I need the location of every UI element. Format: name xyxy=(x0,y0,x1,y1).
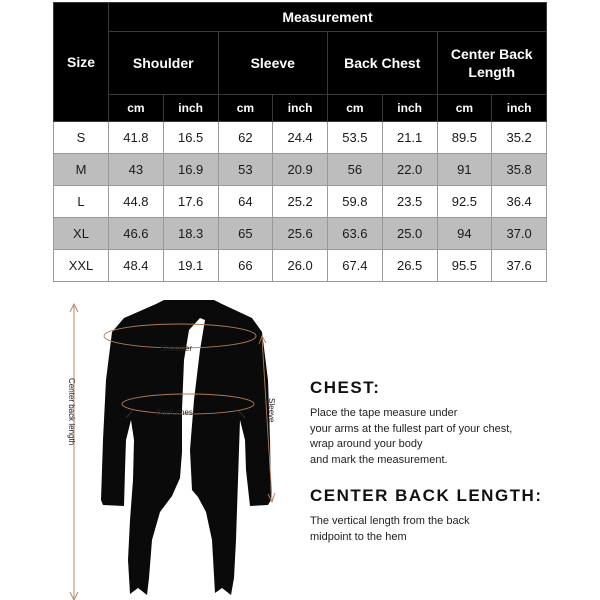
table-row xyxy=(54,154,547,186)
value-cell: 44.8 xyxy=(109,186,164,218)
unit-header: cm xyxy=(328,95,383,122)
value-cell: 95.5 xyxy=(437,250,492,282)
value-cell: 63.6 xyxy=(328,218,383,250)
value-cell: 18.3 xyxy=(163,218,218,250)
value-cell: 24.4 xyxy=(273,122,328,154)
table-row xyxy=(54,122,547,154)
chest-heading: CHEST: xyxy=(310,378,381,397)
value-cell: 37.6 xyxy=(492,250,547,282)
size-header: Size xyxy=(54,3,109,122)
unit-header: cm xyxy=(218,95,273,122)
value-cell: 92.5 xyxy=(437,186,492,218)
value-cell: 64 xyxy=(218,186,273,218)
value-cell: 89.5 xyxy=(437,122,492,154)
size-cell: XL xyxy=(54,218,109,250)
value-cell: 91 xyxy=(437,154,492,186)
value-cell: 65 xyxy=(218,218,273,250)
chest-line: your arms at the fullest part of your chest, xyxy=(310,422,513,435)
value-cell: 25.2 xyxy=(273,186,328,218)
chest-line: Place the tape measure under xyxy=(310,407,458,419)
back-chest-label: Back chest xyxy=(156,408,196,417)
shoulder-label: Shoulder xyxy=(160,344,193,353)
size-cell: M xyxy=(54,154,109,186)
value-cell: 59.8 xyxy=(328,186,383,218)
value-cell: 25.0 xyxy=(382,218,437,250)
measurement-header: Measurement xyxy=(109,3,547,32)
unit-header: cm xyxy=(437,95,492,122)
unit-header: inch xyxy=(163,95,218,122)
chest-instructions xyxy=(310,406,512,468)
unit-header: inch xyxy=(492,95,547,122)
value-cell: 26.0 xyxy=(273,250,328,282)
value-cell: 43 xyxy=(109,154,164,186)
unit-header: inch xyxy=(273,95,328,122)
value-cell: 20.9 xyxy=(273,154,328,186)
chest-line: and mark the measurement. xyxy=(310,453,448,466)
sleeve-label: Sleeve xyxy=(267,398,276,423)
value-cell: 53 xyxy=(218,154,273,186)
value-cell: 25.6 xyxy=(273,218,328,250)
value-cell: 17.6 xyxy=(163,186,218,218)
group-header-back-chest: Back Chest xyxy=(328,32,438,95)
size-cell: L xyxy=(54,186,109,218)
value-cell: 23.5 xyxy=(382,186,437,218)
table-row xyxy=(54,250,547,282)
value-cell: 16.5 xyxy=(163,122,218,154)
value-cell: 53.5 xyxy=(328,122,383,154)
size-cell: S xyxy=(54,122,109,154)
center-back-length-heading: CENTER BACK LENGTH: xyxy=(310,486,543,505)
value-cell: 19.1 xyxy=(163,250,218,282)
value-cell: 56 xyxy=(328,154,383,186)
value-cell: 35.8 xyxy=(492,154,547,186)
size-chart-table xyxy=(53,2,547,282)
unit-header: cm xyxy=(109,95,164,122)
value-cell: 22.0 xyxy=(382,154,437,186)
size-cell: XXL xyxy=(54,250,109,282)
cardigan-illustration xyxy=(0,290,300,600)
value-cell: 94 xyxy=(437,218,492,250)
unit-header: inch xyxy=(382,95,437,122)
value-cell: 62 xyxy=(218,122,273,154)
center-back-line: midpoint to the hem xyxy=(310,530,407,543)
value-cell: 67.4 xyxy=(328,250,383,282)
value-cell: 16.9 xyxy=(163,154,218,186)
value-cell: 48.4 xyxy=(109,250,164,282)
value-cell: 46.6 xyxy=(109,218,164,250)
value-cell: 37.0 xyxy=(492,218,547,250)
center-back-length-instructions xyxy=(310,514,470,545)
value-cell: 36.4 xyxy=(492,186,547,218)
value-cell: 26.5 xyxy=(382,250,437,282)
group-header-shoulder: Shoulder xyxy=(109,32,219,95)
chest-line: wrap around your body xyxy=(310,438,423,450)
value-cell: 35.2 xyxy=(492,122,547,154)
center-back-length-label: Center back length xyxy=(67,378,76,446)
value-cell: 21.1 xyxy=(382,122,437,154)
table-row xyxy=(54,186,547,218)
value-cell: 41.8 xyxy=(109,122,164,154)
group-header-sleeve: Sleeve xyxy=(218,32,328,95)
center-back-line: The vertical length from the back xyxy=(310,515,470,527)
table-row xyxy=(54,218,547,250)
value-cell: 66 xyxy=(218,250,273,282)
group-header-center-back-length: Center Back Length xyxy=(437,32,547,95)
